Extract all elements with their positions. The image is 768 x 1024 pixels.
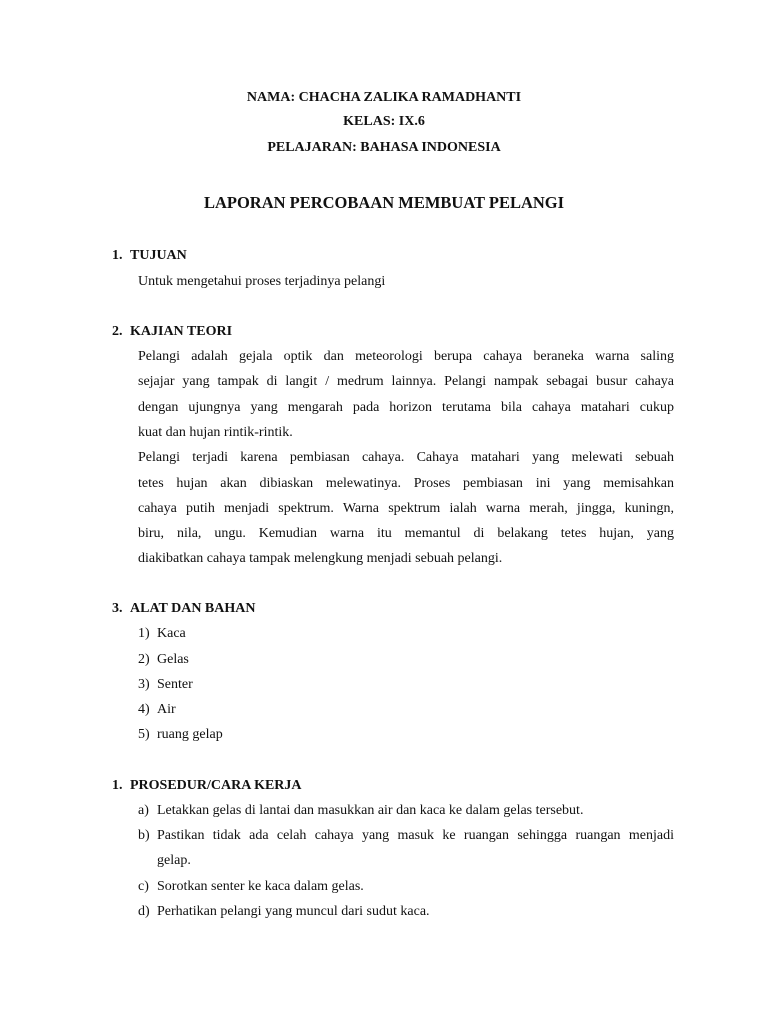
tujuan-text: Untuk mengetahui proses terjadinya pelangi	[138, 274, 386, 289]
section-title: ALAT DAN BAHAN	[130, 601, 256, 616]
list-item	[138, 676, 193, 693]
list-item-text: Senter	[157, 677, 193, 692]
section-heading-kajian	[112, 323, 232, 340]
kajian-para1-line: Pelangi adalah gejala optik dan meteorologi berupa cahaya beraneka warna saling	[138, 349, 674, 364]
list-marker: 3)	[138, 677, 150, 692]
list-item-text: Gelas	[157, 652, 189, 667]
list-item-text: Air	[157, 702, 176, 717]
list-item-continuation: gelap.	[157, 853, 191, 868]
list-item	[138, 802, 583, 819]
list-item	[138, 878, 364, 895]
kajian-para2-line: Pelangi terjadi karena pembiasan cahaya. Cahaya matahari yang melewati sebuah	[138, 450, 674, 465]
list-item-text: Pastikan tidak ada celah cahaya yang masuk ke ruangan sehingga ruangan menjadi	[157, 828, 674, 843]
kajian-para1-line: sejajar yang tampak di langit / medrum lainnya. Pelangi nampak sebagai busur cahaya	[138, 374, 674, 389]
list-item	[138, 625, 186, 642]
list-item-text: ruang gelap	[157, 727, 223, 742]
subject: PELAJARAN: BAHASA INDONESIA	[267, 140, 501, 155]
section-heading-alat	[112, 600, 256, 617]
list-marker: 5)	[138, 727, 150, 742]
list-item-text: Letakkan gelas di lantai dan masukkan air dan kaca ke dalam gelas tersebut.	[157, 803, 584, 818]
list-marker: d)	[138, 904, 150, 919]
list-item-text: Sorotkan senter ke kaca dalam gelas.	[157, 879, 364, 894]
kajian-para2-line: cahaya putih menjadi spektrum. Warna spektrum ialah warna merah, jingga, kuningn,	[138, 501, 674, 516]
kajian-para2-line: diakibatkan cahaya tampak melengkung menjadi sebuah pelangi.	[138, 551, 503, 566]
list-item-text: Perhatikan pelangi yang muncul dari sudut kaca.	[157, 904, 430, 919]
list-marker: 1)	[138, 626, 150, 641]
list-marker: a)	[138, 803, 149, 818]
list-item-text: Kaca	[157, 626, 186, 641]
section-title: KAJIAN TEORI	[130, 324, 233, 339]
kajian-para1-line: dengan ujungnya yang mengarah pada horizon terutama bila cahaya matahari cukup	[138, 400, 674, 415]
list-item	[138, 701, 176, 718]
list-item	[138, 651, 189, 668]
report-title: LAPORAN PERCOBAAN MEMBUAT PELANGI	[203, 193, 565, 212]
list-item	[138, 827, 157, 844]
student-class: KELAS: IX.6	[343, 114, 425, 129]
list-item	[138, 903, 430, 920]
kajian-para2-line: tetes hujan akan dibiaskan melewatinya. Proses pembiasan ini yang memisahkan	[138, 476, 674, 491]
kajian-para2-line: biru, nila, ungu. Kemudian warna itu memantul di belakang tetes hujan, yang	[138, 526, 674, 541]
section-number: 3.	[112, 601, 123, 616]
section-heading-tujuan	[112, 247, 187, 264]
section-title: TUJUAN	[130, 248, 187, 263]
section-number: 1.	[112, 778, 123, 793]
list-marker: b)	[138, 828, 150, 843]
section-number: 2.	[112, 324, 123, 339]
list-marker: c)	[138, 879, 149, 894]
section-title: PROSEDUR/CARA KERJA	[130, 778, 302, 793]
list-item	[138, 726, 223, 743]
section-heading-prosedur	[112, 777, 302, 794]
kajian-para1-line: kuat dan hujan rintik-rintik.	[138, 425, 293, 440]
section-number: 1.	[112, 248, 123, 263]
list-marker: 4)	[138, 702, 150, 717]
list-marker: 2)	[138, 652, 150, 667]
student-name: NAMA: CHACHA ZALIKA RAMADHANTI	[246, 90, 522, 105]
